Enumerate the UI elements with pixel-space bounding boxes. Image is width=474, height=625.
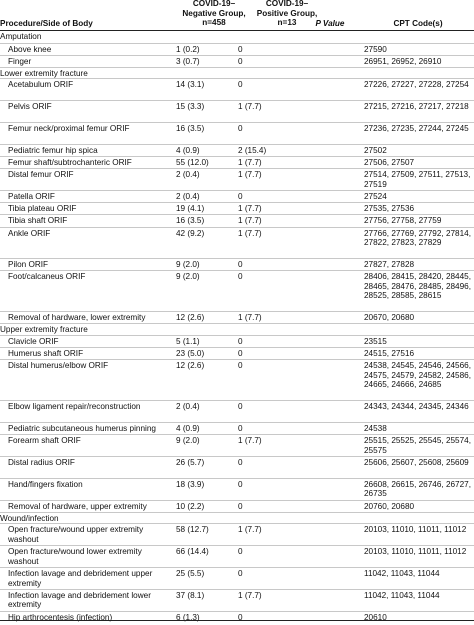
table-bottom-rule xyxy=(0,620,474,621)
table-row xyxy=(0,55,474,68)
table-row xyxy=(0,523,474,546)
cpt-codes-cell: 24538, 24545, 24546, 24566, 24575, 24579, 24582, 24586, 24665, 24666, 24685 xyxy=(364,361,471,390)
table-row xyxy=(0,270,474,312)
positive-count-cell: 0 xyxy=(238,80,243,90)
section-row xyxy=(0,31,474,43)
positive-count-cell: 0 xyxy=(238,424,243,434)
table-header xyxy=(0,0,474,31)
positive-count-cell: 1 (7.7) xyxy=(238,170,262,180)
positive-count-cell: 1 (7.7) xyxy=(238,158,262,167)
positive-count-cell: 1 (7.7) xyxy=(238,525,262,535)
table-row xyxy=(0,500,474,513)
negative-count-cell: 2 (0.4) xyxy=(176,402,200,412)
procedure-cell: Foot/calcaneus ORIF xyxy=(8,272,86,282)
procedure-cell: Femur shaft/subtrochanteric ORIF xyxy=(8,158,132,167)
cpt-codes-cell: 20670, 20680 xyxy=(364,313,415,323)
procedure-cell: Hip arthrocentesis (infection) xyxy=(8,612,113,622)
table-row xyxy=(0,434,474,457)
positive-count-cell: 1 (7.7) xyxy=(238,204,262,214)
header-p-value: P Value xyxy=(315,19,345,28)
cpt-codes-cell: 23515 xyxy=(364,336,387,346)
procedure-cell: Hand/fingers fixation xyxy=(8,479,83,489)
positive-count-cell: 1 (7.7) xyxy=(238,436,262,446)
cpt-codes-cell: 20103, 11010, 11011, 11012 xyxy=(364,525,467,535)
cpt-codes-cell: 27226, 27227, 27228, 27254 xyxy=(364,80,469,90)
header-positive-line1: COVID-19– xyxy=(265,0,309,8)
procedure-cell: Clavicle ORIF xyxy=(8,336,59,346)
cpt-codes-cell: 27215, 27216, 27217, 27218 xyxy=(364,102,469,112)
negative-count-cell: 19 (4.1) xyxy=(176,204,205,214)
header-negative-group xyxy=(178,0,250,28)
cpt-codes-cell: 26608, 26615, 26746, 26727, 26735 xyxy=(364,479,471,499)
cpt-codes-cell: 27590 xyxy=(364,44,387,54)
negative-count-cell: 16 (3.5) xyxy=(176,124,205,133)
procedure-cell: Pilon ORIF xyxy=(8,260,49,269)
negative-count-cell: 9 (2.0) xyxy=(176,436,200,446)
procedure-cell: Humerus shaft ORIF xyxy=(8,349,84,359)
positive-count-cell: 0 xyxy=(238,612,243,622)
table-row xyxy=(0,567,474,590)
header-procedure: Procedure/Side of Body xyxy=(0,19,93,28)
cpt-codes-cell: 20103, 11010, 11011, 11012 xyxy=(364,547,467,557)
negative-count-cell: 3 (0.7) xyxy=(176,56,200,66)
header-negative-line3: n=458 xyxy=(202,18,226,28)
positive-count-cell: 0 xyxy=(238,336,243,346)
negative-count-cell: 15 (3.3) xyxy=(176,102,205,112)
negative-count-cell: 2 (0.4) xyxy=(176,170,200,180)
procedure-cell: Distal femur ORIF xyxy=(8,170,74,180)
procedure-cell: Forearm shaft ORIF xyxy=(8,436,81,446)
positive-count-cell: 0 xyxy=(238,569,243,578)
negative-count-cell: 58 (12.7) xyxy=(176,525,209,535)
negative-count-cell: 1 (0.2) xyxy=(176,44,200,54)
procedure-cell: Tibia plateau ORIF xyxy=(8,204,77,214)
cpt-codes-cell: 27756, 27758, 27759 xyxy=(364,216,442,226)
table-row xyxy=(0,347,474,360)
table-row xyxy=(0,456,474,479)
negative-count-cell: 23 (5.0) xyxy=(176,349,205,359)
negative-count-cell: 25 (5.5) xyxy=(176,569,205,578)
table-row xyxy=(0,400,474,423)
cpt-codes-cell: 25606, 25607, 25608, 25609 xyxy=(364,458,469,468)
negative-count-cell: 6 (1.3) xyxy=(176,612,200,622)
procedure-cell: Removal of hardware, upper extremity xyxy=(8,501,147,511)
cpt-codes-cell: 27766, 27769, 27792, 27814, 27822, 27823, 27829 xyxy=(364,228,471,248)
positive-count-cell: 0 xyxy=(238,44,243,54)
negative-count-cell: 12 (2.6) xyxy=(176,313,205,323)
table-row xyxy=(0,100,474,123)
procedure-cell: Finger xyxy=(8,56,32,66)
negative-count-cell: 16 (3.5) xyxy=(176,216,205,226)
negative-count-cell: 18 (3.9) xyxy=(176,479,205,489)
positive-count-cell: 0 xyxy=(238,547,243,557)
positive-count-cell: 0 xyxy=(238,260,243,269)
header-negative-line2: Negative Group, xyxy=(182,8,246,18)
positive-count-cell: 0 xyxy=(238,272,243,282)
procedure-cell: Ankle ORIF xyxy=(8,228,51,238)
positive-count-cell: 0 xyxy=(238,349,243,359)
cpt-codes-cell: 20760, 20680 xyxy=(364,501,415,511)
cpt-codes-cell: 27236, 27235, 27244, 27245 xyxy=(364,124,469,133)
procedure-cell: Open fracture/wound upper extremity washout xyxy=(8,525,144,544)
section-label: Upper extremity fracture xyxy=(0,325,88,335)
cpt-codes-cell: 27827, 27828 xyxy=(364,260,415,269)
positive-count-cell: 0 xyxy=(238,361,243,371)
cpt-codes-cell: 27506, 27507 xyxy=(364,158,415,167)
procedure-cell: Pelvis ORIF xyxy=(8,102,52,112)
positive-count-cell: 1 (7.7) xyxy=(238,228,262,238)
procedure-cell: Distal humerus/elbow ORIF xyxy=(8,361,109,371)
procedure-cell: Infection lavage and debridement upper extremity xyxy=(8,569,153,588)
cpt-codes-cell: 27524 xyxy=(364,192,387,201)
negative-count-cell: 2 (0.4) xyxy=(176,192,200,201)
table-row xyxy=(0,422,474,435)
procedure-cell: Pediatric femur hip spica xyxy=(8,145,98,155)
positive-count-cell: 1 (7.7) xyxy=(238,590,262,600)
procedure-cell: Pediatric subcutaneous humerus pinning xyxy=(8,424,156,434)
cpt-codes-cell: 26951, 26952, 26910 xyxy=(364,56,442,66)
procedure-cell: Femur neck/proximal femur ORIF xyxy=(8,124,130,133)
header-negative-line1: COVID-19– xyxy=(192,0,236,8)
procedure-cell: Tibia shaft ORIF xyxy=(8,216,68,226)
negative-count-cell: 10 (2.2) xyxy=(176,501,205,511)
positive-count-cell: 0 xyxy=(238,479,243,489)
negative-count-cell: 55 (12.0) xyxy=(176,158,209,167)
section-label: Amputation xyxy=(0,32,42,41)
cpt-codes-cell: 24343, 24344, 24345, 24346 xyxy=(364,402,469,412)
positive-count-cell: 2 (15.4) xyxy=(238,145,267,155)
positive-count-cell: 0 xyxy=(238,501,243,511)
cpt-codes-cell: 20610 xyxy=(364,612,387,622)
negative-count-cell: 12 (2.6) xyxy=(176,361,205,371)
procedure-cell: Acetabulum ORIF xyxy=(8,80,74,90)
negative-count-cell: 66 (14.4) xyxy=(176,547,209,557)
cpt-codes-cell: 27502 xyxy=(364,145,387,155)
section-label: Lower extremity fracture xyxy=(0,68,88,78)
procedure-cell: Above knee xyxy=(8,44,52,54)
table-row xyxy=(0,359,474,401)
positive-count-cell: 0 xyxy=(238,56,243,66)
header-cpt-codes: CPT Code(s) xyxy=(393,19,443,28)
positive-count-cell: 0 xyxy=(238,124,243,133)
positive-count-cell: 1 (7.7) xyxy=(238,313,262,323)
negative-count-cell: 4 (0.9) xyxy=(176,145,200,155)
table-row xyxy=(0,202,474,215)
table-row xyxy=(0,311,474,324)
positive-count-cell: 0 xyxy=(238,402,243,412)
procedure-cell: Infection lavage and debridement lower extremity xyxy=(8,590,151,610)
negative-count-cell: 9 (2.0) xyxy=(176,272,200,282)
header-positive-line3: n=13 xyxy=(277,18,297,28)
table-row xyxy=(0,478,474,501)
procedure-cell: Distal radius ORIF xyxy=(8,458,75,468)
positive-count-cell: 1 (7.7) xyxy=(238,102,262,112)
table-row xyxy=(0,611,474,624)
negative-count-cell: 5 (1.1) xyxy=(176,336,200,346)
cpt-codes-cell: 25515, 25525, 25545, 25574, 25575 xyxy=(364,436,471,455)
cpt-codes-cell: 24515, 27516 xyxy=(364,349,415,359)
cpt-codes-cell: 11042, 11043, 11044 xyxy=(364,569,440,578)
positive-count-cell: 1 (7.7) xyxy=(238,216,262,226)
table-row xyxy=(0,545,474,568)
table-row xyxy=(0,227,474,259)
procedure-cell: Patella ORIF xyxy=(8,192,55,201)
positive-count-cell: 0 xyxy=(238,192,243,201)
table-row xyxy=(0,335,474,348)
table-row xyxy=(0,589,474,612)
cpt-codes-cell: 24538 xyxy=(364,424,387,434)
table-row xyxy=(0,214,474,227)
procedure-cell: Removal of hardware, lower extremity xyxy=(8,313,146,323)
header-positive-line2: Positive Group, xyxy=(256,8,318,18)
negative-count-cell: 42 (9.2) xyxy=(176,228,205,238)
cpt-codes-cell: 11042, 11043, 11044 xyxy=(364,590,440,600)
cpt-codes-cell: 28406, 28415, 28420, 28445, 28465, 28476, 28485, 28496, 28525, 28585, 28615 xyxy=(364,272,471,301)
negative-count-cell: 4 (0.9) xyxy=(176,424,200,434)
negative-count-cell: 9 (2.0) xyxy=(176,260,200,269)
table-row xyxy=(0,78,474,101)
negative-count-cell: 26 (5.7) xyxy=(176,458,205,468)
cpt-codes-cell: 27514, 27509, 27511, 27513, 27519 xyxy=(364,170,471,189)
cpt-codes-cell: 27535, 27536 xyxy=(364,204,415,214)
table-row xyxy=(0,122,474,145)
positive-count-cell: 0 xyxy=(238,458,243,468)
negative-count-cell: 14 (3.1) xyxy=(176,80,205,90)
table-row xyxy=(0,144,474,157)
table-row xyxy=(0,168,474,191)
procedure-cell: Open fracture/wound lower extremity washout xyxy=(8,547,142,566)
procedure-cell: Elbow ligament repair/reconstruction xyxy=(8,402,141,412)
section-label: Wound/infection xyxy=(0,513,59,523)
negative-count-cell: 37 (8.1) xyxy=(176,590,205,600)
